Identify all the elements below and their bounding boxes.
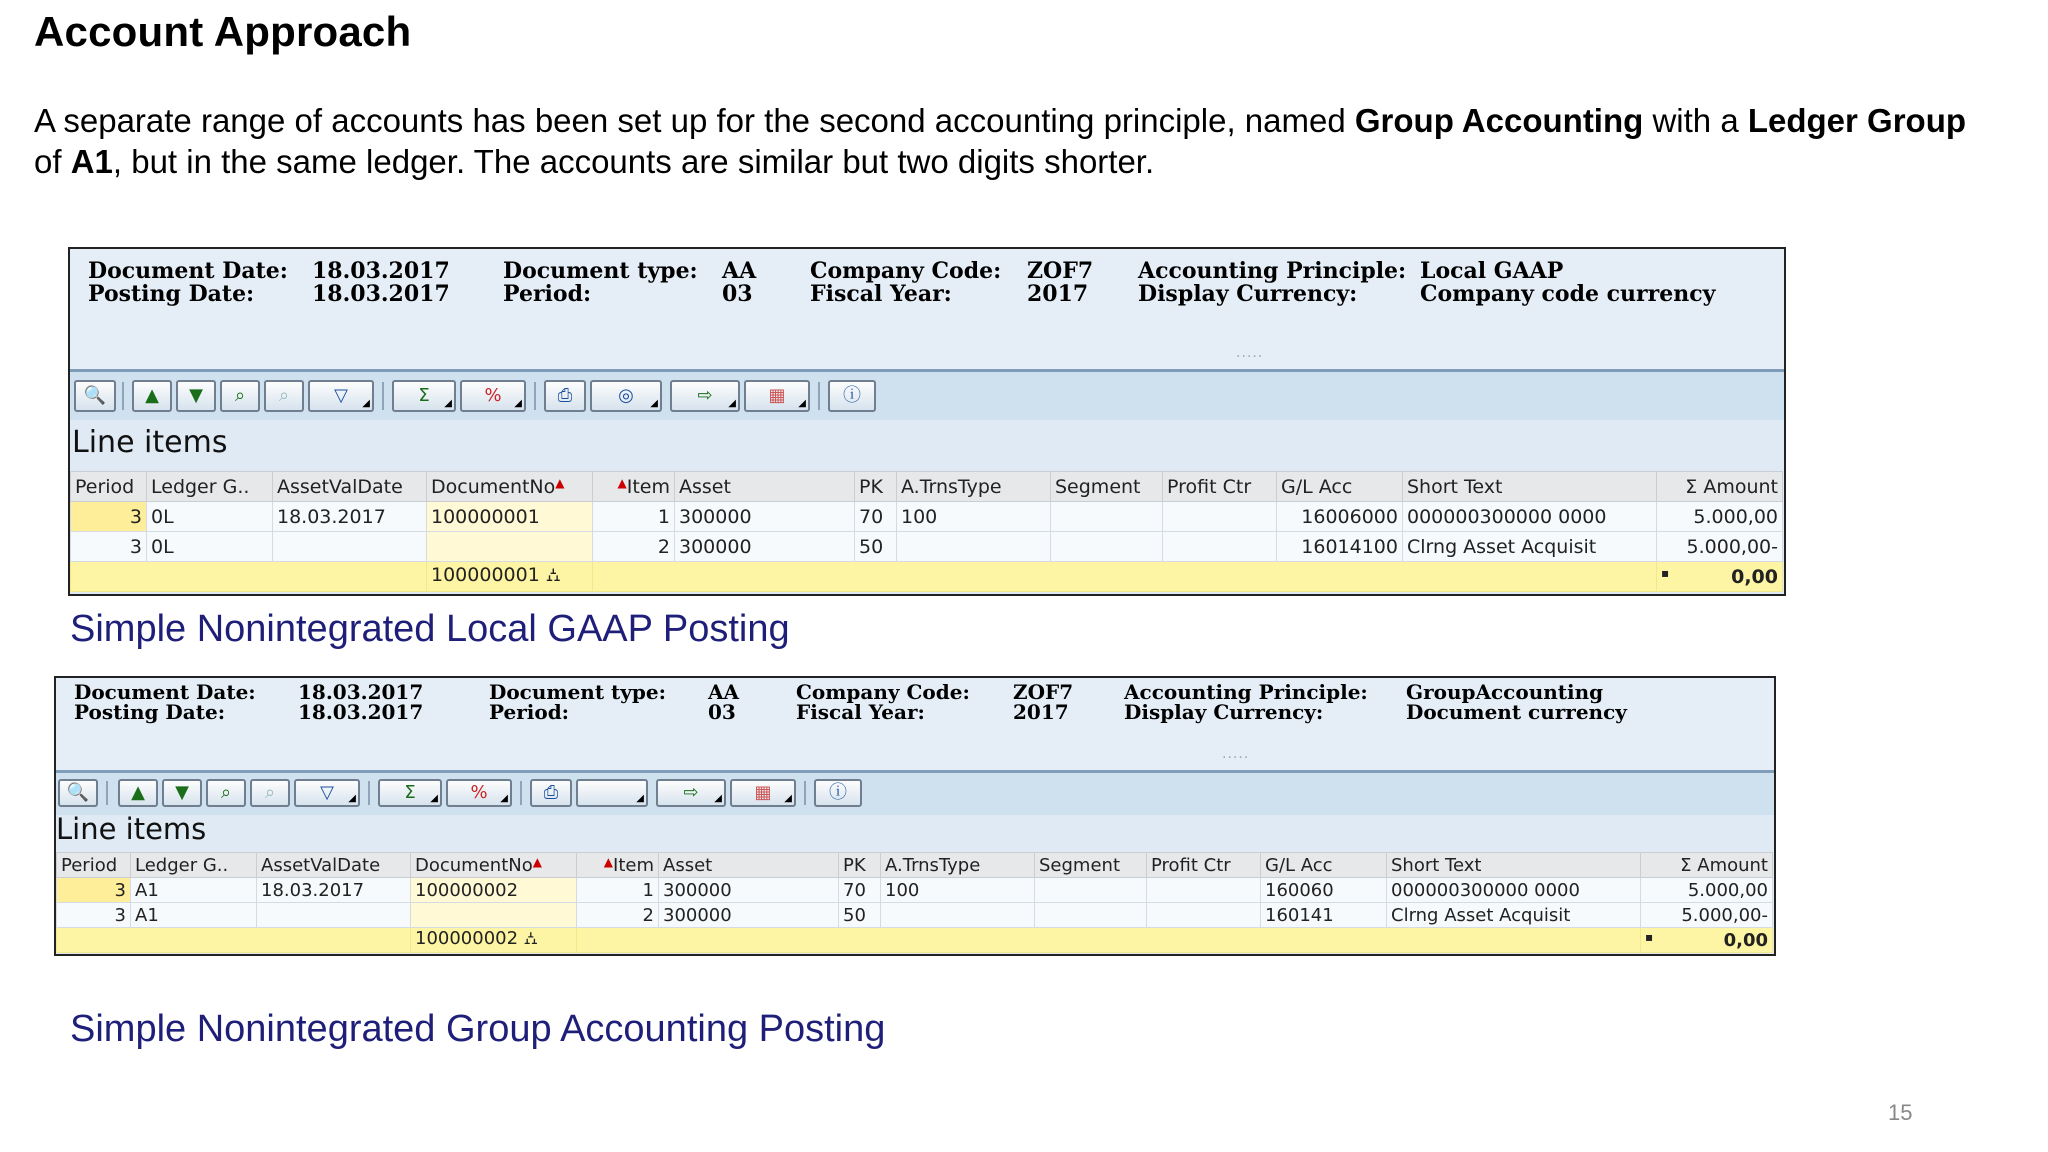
display-currency-value: Document currency bbox=[1406, 700, 1627, 724]
fiscal-year-label: Fiscal Year: bbox=[796, 700, 925, 724]
section-title: Line items bbox=[56, 812, 207, 846]
find-next-icon[interactable]: ⌕ bbox=[264, 380, 304, 412]
col-header[interactable]: PK bbox=[855, 472, 897, 502]
col-header-sorted[interactable]: ▲Item bbox=[593, 472, 675, 502]
cell-segment[interactable] bbox=[1035, 903, 1147, 928]
col-header[interactable]: Period bbox=[71, 472, 147, 502]
col-header[interactable]: Asset bbox=[659, 853, 839, 878]
cell-period[interactable]: 3 bbox=[57, 878, 131, 903]
intro-bold-a1: A1 bbox=[70, 143, 113, 180]
alv-toolbar bbox=[70, 372, 1784, 420]
cell-asset[interactable]: 300000 bbox=[675, 502, 855, 532]
col-header[interactable]: Profit Ctr bbox=[1163, 472, 1277, 502]
cell-pk[interactable]: 70 bbox=[839, 878, 881, 903]
total-amount[interactable]: ▪ 0,00 bbox=[1657, 562, 1783, 592]
col-header-sorted[interactable]: DocumentNo▲ bbox=[411, 853, 577, 878]
cell-trans-type[interactable] bbox=[881, 903, 1035, 928]
cell-pk[interactable]: 70 bbox=[855, 502, 897, 532]
cell-profit-ctr[interactable] bbox=[1163, 532, 1277, 562]
col-header[interactable]: Σ Amount bbox=[1657, 472, 1783, 502]
cell-asset-val-date[interactable]: 18.03.2017 bbox=[257, 878, 411, 903]
sort-ascending-icon: ▲ bbox=[617, 475, 627, 490]
accounting-principle-value: Local GAAP bbox=[1420, 258, 1564, 284]
details-icon[interactable]: 🔍 bbox=[58, 779, 98, 807]
cell-gl-acc[interactable]: 16006000 bbox=[1277, 502, 1403, 532]
posting-date-value: 18.03.2017 bbox=[312, 281, 450, 307]
cell-amount[interactable]: 5.000,00- bbox=[1641, 903, 1773, 928]
cell-gl-acc[interactable]: 16014100 bbox=[1277, 532, 1403, 562]
cell-profit-ctr[interactable] bbox=[1147, 878, 1261, 903]
views-dropdown[interactable]: ◢ bbox=[576, 779, 648, 807]
filter-icon[interactable]: ▽ ◢ bbox=[294, 779, 360, 807]
intro-text-4: , but in the same ledger. The accounts are similar but two digits shorter. bbox=[112, 143, 1155, 180]
sort-ascending-icon[interactable]: ▲ bbox=[118, 779, 158, 807]
slide-title: Account Approach bbox=[34, 8, 412, 55]
display-currency-value: Company code currency bbox=[1420, 281, 1716, 307]
cell-item[interactable]: 1 bbox=[593, 502, 675, 532]
cell-period[interactable]: 3 bbox=[71, 502, 147, 532]
line-items-table bbox=[56, 852, 1773, 953]
col-header[interactable]: G/L Acc bbox=[1277, 472, 1403, 502]
col-header[interactable]: Short Text bbox=[1387, 853, 1641, 878]
find-icon[interactable]: ⌕ bbox=[220, 380, 260, 412]
caption-local-gaap: Simple Nonintegrated Local GAAP Posting bbox=[70, 608, 790, 650]
cell-document-no[interactable]: 100000002 bbox=[411, 878, 577, 903]
company-code-label: Company Code: bbox=[796, 680, 970, 704]
cell-amount[interactable]: 5.000,00 bbox=[1641, 878, 1773, 903]
table-row[interactable] bbox=[71, 502, 1783, 532]
display-currency-label: Display Currency: bbox=[1138, 281, 1358, 307]
info-icon[interactable]: ⓘ bbox=[814, 779, 862, 807]
document-header bbox=[56, 678, 1774, 773]
intro-text-2: with a bbox=[1643, 102, 1748, 139]
col-header[interactable]: AssetValDate bbox=[257, 853, 411, 878]
posting-date-label: Posting Date: bbox=[74, 700, 226, 724]
cell-short-text[interactable]: 000000300000 0000 bbox=[1403, 502, 1657, 532]
cell-profit-ctr[interactable] bbox=[1147, 903, 1261, 928]
cell-ledger-group[interactable]: A1 bbox=[131, 878, 257, 903]
sum-icon[interactable]: Σ ◢ bbox=[378, 779, 442, 807]
cell-document-no[interactable]: 100000001 bbox=[427, 502, 593, 532]
info-icon[interactable]: ⓘ bbox=[828, 380, 876, 412]
period-label: Period: bbox=[489, 700, 570, 724]
doc-date-value: 18.03.2017 bbox=[312, 258, 450, 284]
intro-text-3: of bbox=[34, 143, 71, 180]
cell-asset-val-date[interactable]: 18.03.2017 bbox=[273, 502, 427, 532]
cell-period[interactable]: 3 bbox=[57, 903, 131, 928]
doc-date-value: 18.03.2017 bbox=[298, 680, 424, 704]
filter-icon[interactable]: ▽ ◢ bbox=[308, 380, 374, 412]
table-row[interactable] bbox=[71, 532, 1783, 562]
section-title: Line items bbox=[72, 425, 228, 460]
sort-ascending-icon: ▲ bbox=[555, 475, 565, 490]
sort-descending-icon[interactable]: ▼ bbox=[176, 380, 216, 412]
doc-type-value: AA bbox=[708, 680, 740, 704]
doc-date-label: Document Date: bbox=[74, 680, 256, 704]
posting-date-value: 18.03.2017 bbox=[298, 700, 424, 724]
col-header-sorted[interactable]: ▲Item bbox=[577, 853, 659, 878]
document-header bbox=[70, 249, 1784, 372]
sap-screen-group-accounting bbox=[54, 676, 1776, 956]
cell-ledger-group[interactable]: 0L bbox=[147, 532, 273, 562]
col-header[interactable]: Ledger G.. bbox=[131, 853, 257, 878]
alv-toolbar bbox=[56, 773, 1774, 815]
col-header-sorted[interactable]: DocumentNo▲ bbox=[427, 472, 593, 502]
sap-screen-local-gaap bbox=[68, 247, 1786, 596]
col-header[interactable]: Ledger G.. bbox=[147, 472, 273, 502]
period-label: Period: bbox=[503, 281, 592, 307]
fiscal-year-label: Fiscal Year: bbox=[810, 281, 952, 307]
sort-ascending-icon: ▲ bbox=[532, 854, 542, 869]
cell-gl-acc[interactable]: 160060 bbox=[1261, 878, 1387, 903]
cell-short-text[interactable]: 000000300000 0000 bbox=[1387, 878, 1641, 903]
cell-item[interactable]: 2 bbox=[577, 903, 659, 928]
cell-short-text[interactable]: Clrng Asset Acquisit bbox=[1387, 903, 1641, 928]
subtotal-icon[interactable]: % ◢ bbox=[460, 380, 526, 412]
table-row[interactable] bbox=[57, 878, 1773, 903]
cell-amount[interactable]: 5.000,00- bbox=[1657, 532, 1783, 562]
cell-period[interactable]: 3 bbox=[71, 532, 147, 562]
sort-ascending-icon: ▲ bbox=[603, 854, 614, 869]
col-header[interactable]: Profit Ctr bbox=[1147, 853, 1261, 878]
intro-paragraph bbox=[34, 100, 1994, 182]
fiscal-year-value: 2017 bbox=[1027, 281, 1089, 307]
sum-icon[interactable]: Σ ◢ bbox=[392, 380, 456, 412]
total-amount[interactable]: ▪ 0,00 bbox=[1641, 928, 1773, 953]
page-number: 15 bbox=[1888, 1100, 1913, 1125]
find-next-icon[interactable]: ⌕ bbox=[250, 779, 290, 807]
cell-amount[interactable]: 5.000,00 bbox=[1657, 502, 1783, 532]
cell-profit-ctr[interactable] bbox=[1163, 502, 1277, 532]
caption-group-accounting: Simple Nonintegrated Group Accounting Posting bbox=[70, 1008, 886, 1050]
layout-icon[interactable]: ▦ ◢ bbox=[730, 779, 796, 807]
export-icon[interactable]: ⇨ ◢ bbox=[670, 380, 740, 412]
col-header[interactable]: Segment bbox=[1035, 853, 1147, 878]
cell-item[interactable]: 1 bbox=[577, 878, 659, 903]
sort-descending-icon[interactable]: ▼ bbox=[162, 779, 202, 807]
intro-bold-ledger-group: Ledger Group bbox=[1747, 102, 1967, 139]
accounting-principle-value: GroupAccounting bbox=[1406, 680, 1604, 704]
fiscal-year-value: 2017 bbox=[1013, 700, 1069, 724]
posting-date-label: Posting Date: bbox=[88, 281, 255, 307]
cell-short-text[interactable]: Clrng Asset Acquisit bbox=[1403, 532, 1657, 562]
company-code-value: ZOF7 bbox=[1013, 680, 1074, 704]
intro-bold-group-accounting: Group Accounting bbox=[1354, 102, 1644, 139]
cell-pk[interactable]: 50 bbox=[855, 532, 897, 562]
splitter-grip[interactable]: ····· bbox=[1222, 750, 1250, 766]
table-row[interactable] bbox=[57, 903, 1773, 928]
details-icon[interactable]: 🔍 bbox=[74, 380, 116, 412]
col-header[interactable]: Period bbox=[57, 853, 131, 878]
accounting-principle-label: Accounting Principle: bbox=[1138, 258, 1407, 284]
col-header[interactable]: G/L Acc bbox=[1261, 853, 1387, 878]
cell-asset-val-date[interactable] bbox=[257, 903, 411, 928]
cell-asset-val-date[interactable] bbox=[273, 532, 427, 562]
table-header-row bbox=[57, 853, 1773, 878]
cell-segment[interactable] bbox=[1035, 878, 1147, 903]
col-header[interactable]: Segment bbox=[1051, 472, 1163, 502]
cell-asset[interactable]: 300000 bbox=[675, 532, 855, 562]
sort-ascending-icon[interactable]: ▲ bbox=[132, 380, 172, 412]
doc-type-value: AA bbox=[722, 258, 757, 284]
cell-gl-acc[interactable]: 160141 bbox=[1261, 903, 1387, 928]
table-header-row bbox=[71, 472, 1783, 502]
col-header[interactable]: PK bbox=[839, 853, 881, 878]
col-header[interactable]: Asset bbox=[675, 472, 855, 502]
doc-type-label: Document type: bbox=[489, 680, 666, 704]
cell-pk[interactable]: 50 bbox=[839, 903, 881, 928]
cell-trans-type[interactable]: 100 bbox=[881, 878, 1035, 903]
doc-type-label: Document type: bbox=[503, 258, 698, 284]
accounting-principle-label: Accounting Principle: bbox=[1124, 680, 1368, 704]
total-document-no[interactable]: 100000001 ⛼ bbox=[427, 562, 593, 592]
cell-trans-type[interactable] bbox=[897, 532, 1051, 562]
total-marker: ▪ bbox=[1645, 929, 1654, 944]
cell-asset[interactable]: 300000 bbox=[659, 878, 839, 903]
cell-asset[interactable]: 300000 bbox=[659, 903, 839, 928]
col-header[interactable]: A.TrnsType bbox=[881, 853, 1035, 878]
cell-ledger-group[interactable]: A1 bbox=[131, 903, 257, 928]
period-value: 03 bbox=[722, 281, 753, 307]
intro-text-1: A separate range of accounts has been set up for the second accounting principle, named bbox=[34, 102, 1355, 139]
col-header[interactable]: Short Text bbox=[1403, 472, 1657, 502]
cell-document-no[interactable] bbox=[411, 903, 577, 928]
find-icon[interactable]: ⌕ bbox=[206, 779, 246, 807]
cell-document-no[interactable] bbox=[427, 532, 593, 562]
total-marker: ▪ bbox=[1661, 565, 1670, 580]
layout-icon[interactable]: ▦ ◢ bbox=[744, 380, 810, 412]
col-header[interactable]: AssetValDate bbox=[273, 472, 427, 502]
subtotal-icon[interactable]: % ◢ bbox=[446, 779, 512, 807]
col-header[interactable]: A.TrnsType bbox=[897, 472, 1051, 502]
splitter-grip[interactable]: ····· bbox=[1236, 349, 1264, 365]
cell-segment[interactable] bbox=[1051, 502, 1163, 532]
cell-ledger-group[interactable]: 0L bbox=[147, 502, 273, 532]
print-icon[interactable]: ⎙ bbox=[544, 380, 586, 412]
line-items-table bbox=[70, 471, 1783, 592]
total-row[interactable] bbox=[71, 562, 1783, 592]
total-row[interactable] bbox=[57, 928, 1773, 953]
display-currency-label: Display Currency: bbox=[1124, 700, 1324, 724]
col-header[interactable]: Σ Amount bbox=[1641, 853, 1773, 878]
export-icon[interactable]: ⇨ ◢ bbox=[656, 779, 726, 807]
cell-segment[interactable] bbox=[1051, 532, 1163, 562]
company-code-label: Company Code: bbox=[810, 258, 1002, 284]
print-icon[interactable]: ⎙ bbox=[530, 779, 572, 807]
company-code-value: ZOF7 bbox=[1027, 258, 1094, 284]
cell-item[interactable]: 2 bbox=[593, 532, 675, 562]
views-icon[interactable]: ◎ ◢ bbox=[590, 380, 662, 412]
doc-date-label: Document Date: bbox=[88, 258, 288, 284]
cell-trans-type[interactable]: 100 bbox=[897, 502, 1051, 532]
total-document-no[interactable]: 100000002 ⛼ bbox=[411, 928, 577, 953]
period-value: 03 bbox=[708, 700, 736, 724]
